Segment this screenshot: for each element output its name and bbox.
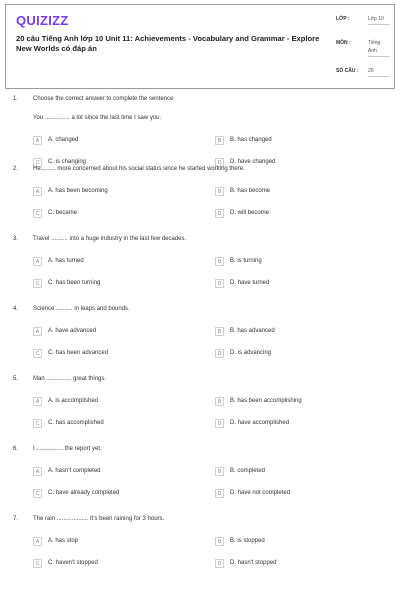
option-letter-box[interactable]: D	[215, 158, 224, 167]
question-prompt: Choose the correct answer to complete the sentence	[33, 96, 174, 102]
option-letter-box[interactable]: D	[215, 279, 224, 288]
option-letter-box[interactable]: D	[215, 349, 224, 358]
option-letter-box[interactable]: B	[215, 467, 224, 476]
option-letter-box[interactable]: A	[33, 397, 42, 406]
option-text: B. has become	[230, 188, 271, 194]
option-text: D. will become	[230, 210, 270, 216]
option-text: C. is changing	[48, 159, 87, 165]
question-item	[0, 96, 400, 166]
option-letter-box[interactable]: C	[33, 209, 42, 218]
question-prompt: The rain ................... It's been raining for 3 hours.	[33, 516, 165, 522]
question-prompt: Travel .......... into a huge industry in the last few decades.	[33, 236, 187, 242]
meta-subject-label: MÔN :	[336, 40, 351, 46]
option-letter-box[interactable]: A	[33, 467, 42, 476]
question-number: 7.	[13, 516, 19, 522]
meta-grade-label: LỚP :	[336, 16, 350, 22]
option-letter-box[interactable]: B	[215, 537, 224, 546]
question-item	[0, 376, 400, 446]
quizizz-logo[interactable]: QUIZIZZ	[16, 13, 69, 28]
option-text: A. is accomplished	[48, 398, 99, 404]
option-text: B. has advanced	[230, 328, 275, 334]
option-text: A. changed	[48, 137, 79, 143]
option-text: D. have not completed	[230, 490, 291, 496]
meta-grade-value: Lớp 10	[368, 15, 390, 25]
option-letter-box[interactable]: A	[33, 537, 42, 546]
option-letter-box[interactable]: B	[215, 187, 224, 196]
option-text: C. have already completed	[48, 490, 120, 496]
option-letter-box[interactable]: C	[33, 489, 42, 498]
option-text: C. haven't stopped	[48, 560, 98, 566]
option-letter-box[interactable]: D	[215, 559, 224, 568]
meta-count-label: SỐ CÂU :	[336, 68, 359, 74]
question-prompt: Man ............... great things.	[33, 376, 107, 382]
option-letter-box[interactable]: A	[33, 257, 42, 266]
worksheet-header	[5, 4, 395, 89]
option-text: A. has stop	[48, 538, 79, 544]
question-item	[0, 236, 400, 306]
option-text: B. completed	[230, 468, 266, 474]
question-item	[0, 516, 400, 586]
option-text: C. has been turning	[48, 280, 101, 286]
option-text: A. hasn't completed	[48, 468, 101, 474]
option-letter-box[interactable]: C	[33, 559, 42, 568]
option-text: B. has changed	[230, 137, 272, 143]
option-text: B. is turning	[230, 258, 262, 264]
meta-subject-value: Tiếng Anh	[368, 39, 390, 57]
option-letter-box[interactable]: A	[33, 327, 42, 336]
option-text: D. have changed	[230, 159, 276, 165]
option-text: A. have advanced	[48, 328, 97, 334]
option-text: D. have accomplished	[230, 420, 290, 426]
question-prompt: Science .......... in leaps and bounds.	[33, 306, 130, 312]
option-text: B. is stopped	[230, 538, 265, 544]
worksheet-meta	[336, 11, 391, 87]
option-letter-box[interactable]: D	[215, 419, 224, 428]
question-item	[0, 306, 400, 376]
question-number: 4.	[13, 306, 19, 312]
question-item	[0, 166, 400, 236]
option-text: B. has been accomplishing	[230, 398, 302, 404]
option-letter-box[interactable]: A	[33, 187, 42, 196]
question-item	[0, 446, 400, 516]
option-letter-box[interactable]: C	[33, 279, 42, 288]
question-sentence: You ............... a lot since the last time I saw you.	[33, 115, 162, 121]
option-letter-box[interactable]: C	[33, 349, 42, 358]
option-letter-box[interactable]: C	[33, 419, 42, 428]
header-left	[16, 13, 331, 54]
option-letter-box[interactable]: B	[215, 327, 224, 336]
question-number: 5.	[13, 376, 19, 382]
meta-count	[336, 63, 391, 87]
question-number: 3.	[13, 236, 19, 242]
worksheet-title: 20 câu Tiếng Anh lớp 10 Unit 11: Achievements - Vocabulary and Grammar - Explore New Worlds có đáp án	[16, 34, 320, 53]
meta-count-value: 20	[368, 67, 390, 77]
option-letter-box[interactable]: C	[33, 158, 42, 167]
question-prompt: I ................ the report yet.	[33, 446, 102, 452]
question-number: 1.	[13, 96, 19, 102]
option-letter-box[interactable]: B	[215, 136, 224, 145]
option-text: C. has been advanced	[48, 350, 109, 356]
option-text: C. became	[48, 210, 78, 216]
question-number: 6.	[13, 446, 19, 452]
meta-grade	[336, 11, 391, 35]
meta-subject	[336, 35, 391, 63]
option-letter-box[interactable]: B	[215, 397, 224, 406]
option-letter-box[interactable]: D	[215, 489, 224, 498]
option-text: D. hasn't stopped	[230, 560, 277, 566]
option-text: C. has accomplished	[48, 420, 104, 426]
option-text: A. has turned	[48, 258, 84, 264]
option-letter-box[interactable]: B	[215, 257, 224, 266]
option-text: D. is advancing	[230, 350, 272, 356]
option-letter-box[interactable]: A	[33, 136, 42, 145]
question-prompt: He......... more concerned about his social status since he started working there.	[33, 166, 245, 172]
option-text: A. has been becoming	[48, 188, 108, 194]
option-letter-box[interactable]: D	[215, 209, 224, 218]
option-text: D. have turned	[230, 280, 270, 286]
question-number: 2.	[13, 166, 19, 172]
